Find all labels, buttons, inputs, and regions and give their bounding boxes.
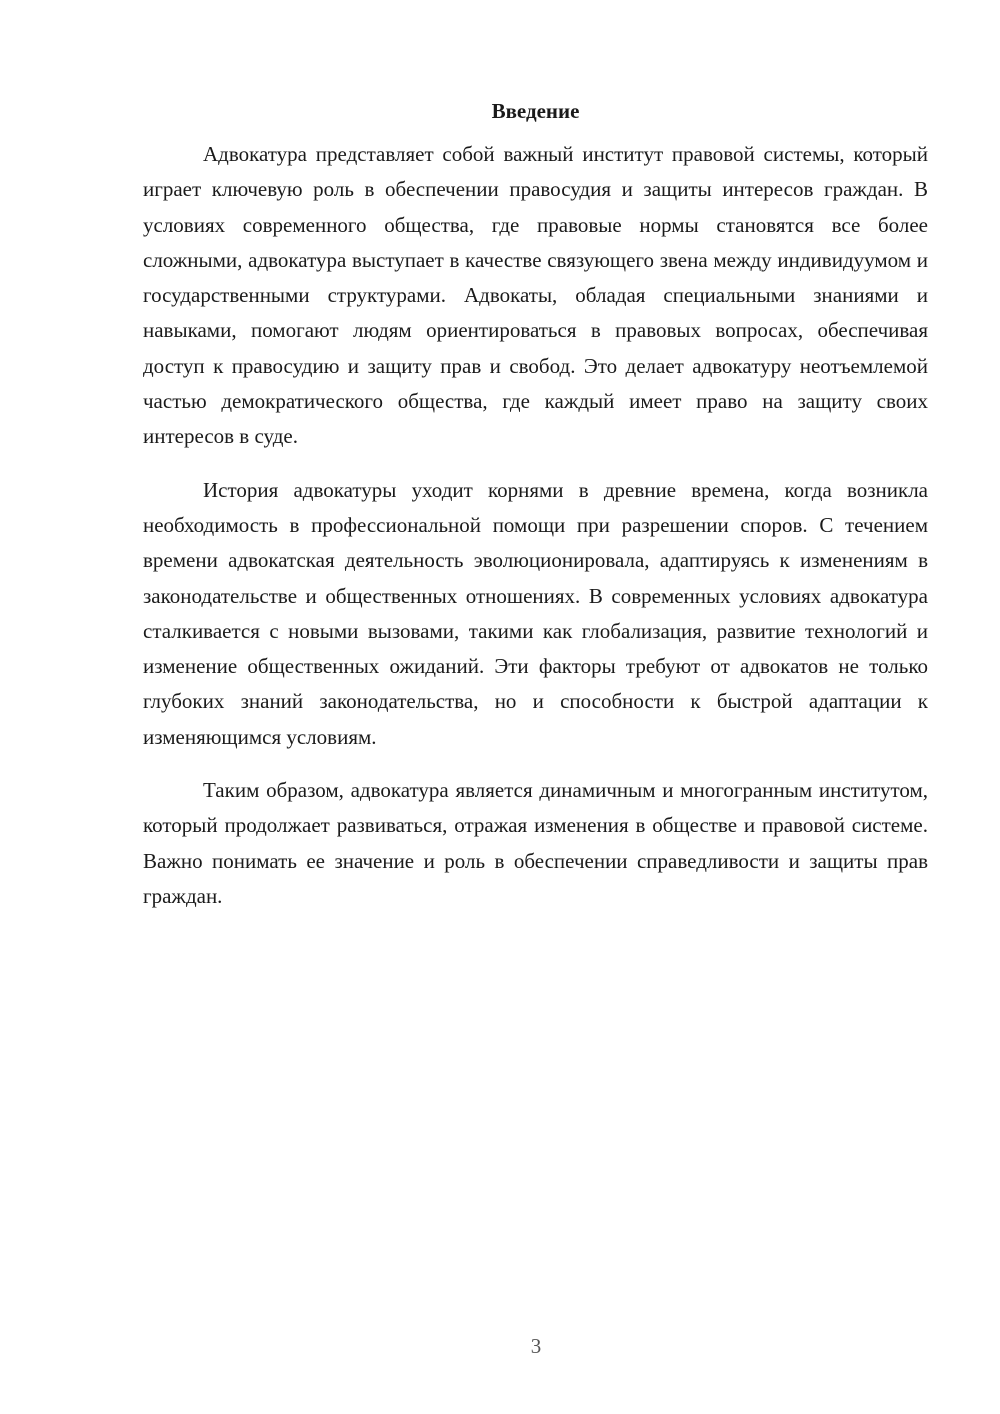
paragraph-1: Адвокатура представляет собой важный институт правовой системы, который играет ключевую роль в обеспечении правосудия и защиты интересов граждан. В условиях современного общества, где правовые нормы становятся все более сложными, адвокатура выступает в качестве связующего звена между индивидуумом и государственными структурами. Адвокаты, обладая специальными знаниями и навыками, помогают людям ориентироваться в правовых вопросах, обеспечивая доступ к правосудию и защиту прав и свобод. Это делает адвокатуру неотъемлемой частью демократического общества, где каждый имеет право на защиту своих интересов в суде. <box>143 142 928 449</box>
document-body <box>143 95 928 932</box>
page-number: 3 <box>530 1334 542 1358</box>
paragraph-3: Таким образом, адвокатура является динамичным и многогранным институтом, который продолжает развиваться, отражая изменения в обществе и правовой системе. Важно понимать ее значение и роль в обеспечении справедливости и защиты прав граждан. <box>143 778 928 908</box>
paragraph-2: История адвокатуры уходит корнями в древние времена, когда возникла необходимость в профессиональной помощи при разрешении споров. С течением времени адвокатская деятельность эволюционировала, адаптируясь к изменениям в законодательстве и общественных отношениях. В современных условиях адвокатура сталкивается с новыми вызовами, такими как глобализация, развитие технологий и изменение общественных ожиданий. Эти факторы требуют от адвокатов не только глубоких знаний законодательства, но и способности к быстрой адаптации к изменяющимся условиям. <box>143 477 928 749</box>
section-title: Введение <box>491 99 580 123</box>
